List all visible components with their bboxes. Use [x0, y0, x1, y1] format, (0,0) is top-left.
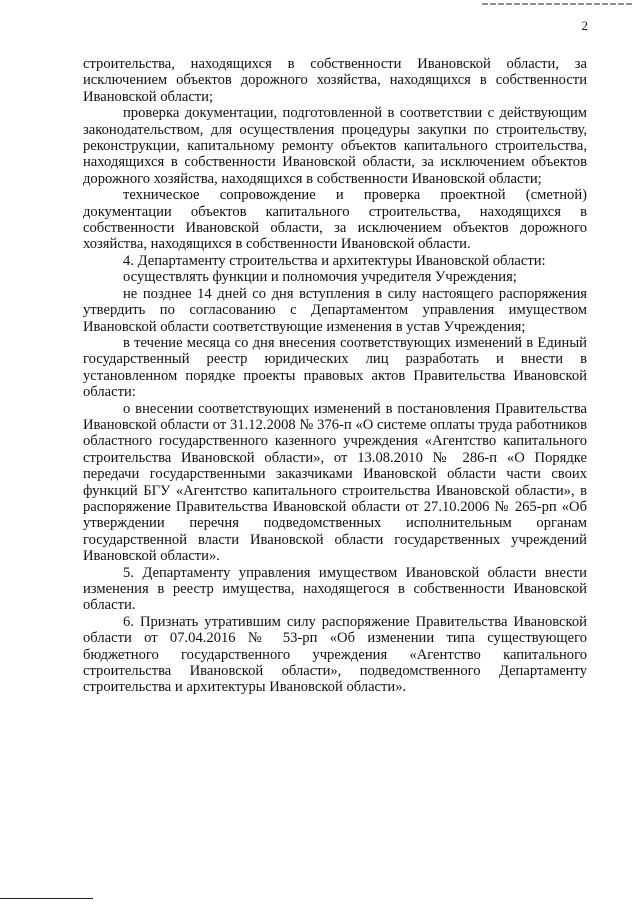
paragraph: проверка документации, подготовленной в соответствии с действующим законодательством, для осуществления процедуры закупки по строительству, реконструкции, капитальному ремонту объектов капитального строительства, находящихся в собственности Ивановской области, за исключением объектов дорожного хозяйства, находящихся в собственности Ивановской области;	[83, 105, 587, 187]
scan-artifact-mark	[482, 3, 632, 5]
paragraph: техническое сопровождение и проверка проектной (сметной) документации объектов капитального строительства, находящихся в собственности Ивановской области, за исключением объектов дорожного хозяйства, находящихся в собственности Ивановской области.	[83, 187, 587, 253]
paragraph-item-5: 5. Департаменту управления имуществом Ивановской области внести изменения в реестр имущества, находящегося в собственности Ивановской области.	[83, 564, 587, 614]
paragraph: в течение месяца со дня внесения соответствующих изменений в Единый государственный реестр юридических лиц разработать и внести в установленном порядке проекты правовых актов Правительства Ивановской области:	[83, 334, 587, 401]
paragraph: о внесении соответствующих изменений в постановления Правительства Ивановской области от 31.12.2008 № 376-п «О системе оплаты труда работников областного государственного казенного учреждения «Агентство капитального строительства Ивановской области», от 13.08.2010 № 286-п «О Порядке передачи государственными заказчиками Ивановской области части своих функций БГУ «Агентство капитального строительства Ивановской области», в распоряжение Правительства Ивановской области от 27.10.2006 № 265-рп «Об утверждении перечня подведомственных исполнительным органам государственной власти Ивановской области государственных учреждений Ивановской области».	[83, 400, 587, 565]
page-number: 2	[581, 18, 588, 33]
paragraph-continuation: строительства, находящихся в собственности Ивановской области, за исключением объектов дорожного хозяйства, находящихся в собственности Ивановской области;	[83, 56, 587, 105]
paragraph: не позднее 14 дней со дня вступления в силу настоящего распоряжения утвердить по согласованию с Департаментом управления имуществом Ивановской области соответствующие изменения в устав Учреждения;	[83, 285, 587, 335]
document-body	[83, 56, 587, 696]
paragraph-item-4: 4. Департаменту строительства и архитектуры Ивановской области:	[123, 252, 546, 269]
paragraph: осуществлять функции и полномочия учредителя Учреждения;	[123, 269, 517, 286]
paragraph-item-6: 6. Признать утратившим силу распоряжение Правительства Ивановской области от 07.04.2016 № 53-рп «Об изменении типа существующего бюджетного государственного учреждения «Агентство капитального строительства Ивановской области», подведомственного Департаменту строительства и архитектуры Ивановской области».	[83, 613, 587, 696]
footnote-divider	[0, 898, 93, 899]
